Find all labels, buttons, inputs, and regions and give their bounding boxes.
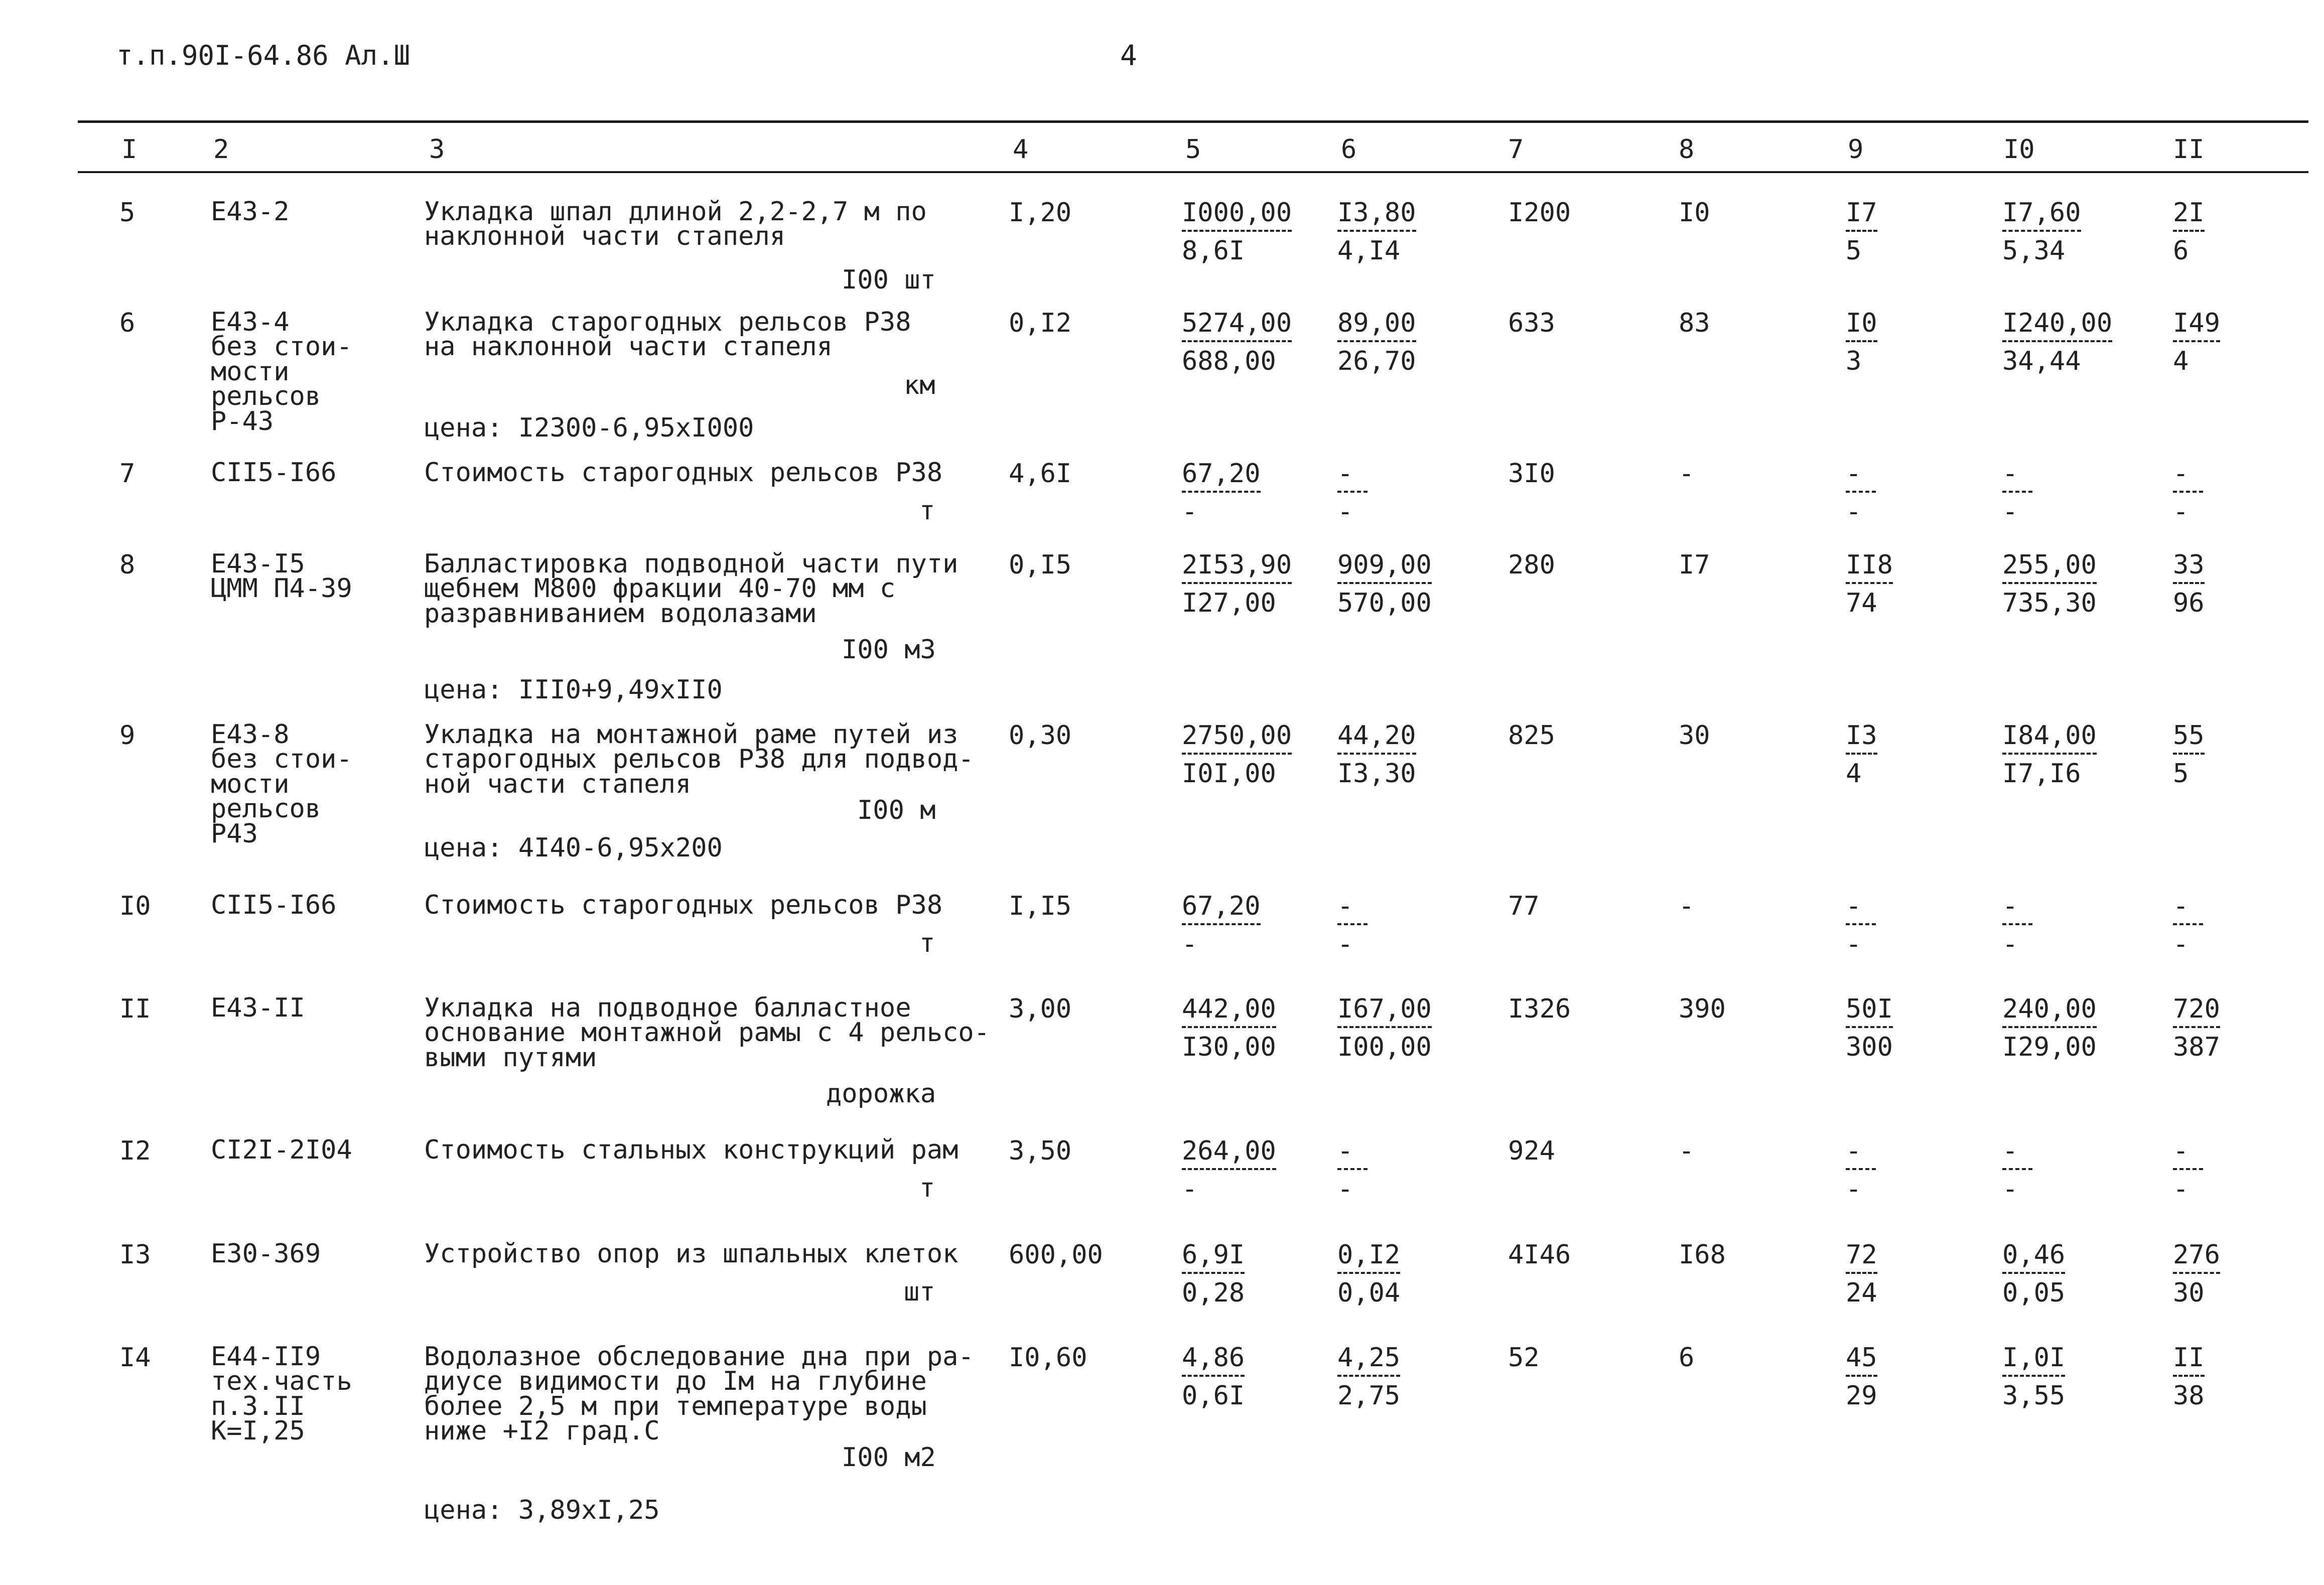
fraction-cell	[2173, 461, 2203, 525]
column-header: 4	[1013, 134, 1029, 165]
fraction-numerator: 442,00	[1182, 996, 1276, 1028]
fraction-numerator: -	[1337, 1138, 1368, 1170]
fraction-cell	[1337, 1138, 1368, 1202]
fraction-numerator: I7	[1846, 200, 1877, 232]
column-header: 5	[1185, 134, 1201, 165]
fraction-numerator: 2I53,90	[1182, 552, 1292, 584]
fraction-denominator: -	[1846, 929, 1862, 959]
fraction-denominator: 735,30	[2002, 588, 2097, 618]
work-description: Балластировка подводной части пути щебнем М800 фракции 40-70 мм с разравниванием водолазами	[424, 549, 959, 629]
column-header: 9	[1848, 134, 1864, 165]
cost-total: 77	[1508, 891, 1540, 921]
column-header: I	[121, 134, 138, 165]
fraction-cell	[1182, 310, 1292, 374]
fraction-numerator: 4,25	[1337, 1345, 1400, 1377]
fraction-numerator: 33	[2173, 552, 2205, 584]
fraction-denominator: 4	[1846, 759, 1862, 789]
fraction-numerator: -	[1846, 461, 1876, 493]
fraction-numerator: 6,9I	[1182, 1242, 1245, 1274]
header-bottom-rule	[78, 171, 2308, 173]
fraction-numerator: 255,00	[2002, 552, 2097, 584]
fraction-numerator: I67,00	[1337, 996, 1432, 1028]
fraction-cell	[1337, 1345, 1400, 1409]
fraction-cell	[1182, 461, 1261, 525]
fraction-denominator: 3,55	[2002, 1381, 2066, 1411]
fraction-cell	[2173, 1345, 2205, 1409]
fraction-numerator: I240,00	[2002, 310, 2112, 342]
fraction-denominator: 0,04	[1337, 1278, 1401, 1308]
fraction-cell	[2002, 723, 2097, 787]
fraction-numerator: 276	[2173, 1242, 2220, 1274]
fraction-denominator: 5	[1846, 236, 1862, 266]
rate-code: E43-II	[211, 993, 305, 1023]
fraction-denominator: 5,34	[2002, 236, 2066, 266]
fraction-cell	[1846, 1242, 1877, 1306]
work-description: Устройство опор из шпальных клеток	[424, 1239, 959, 1269]
row-number: 5	[119, 198, 135, 228]
fraction-denominator: 4,I4	[1337, 236, 1401, 266]
rate-code: E30-369	[211, 1239, 321, 1269]
fraction-cell	[1337, 552, 1432, 616]
fraction-denominator: I7,I6	[2002, 759, 2081, 789]
row-number: 8	[119, 550, 135, 580]
unit-of-measure: I00 м2	[842, 1443, 936, 1473]
labor-total: I7	[1679, 550, 1710, 580]
fraction-numerator: I,0I	[2002, 1345, 2065, 1377]
fraction-denominator: 29	[1846, 1381, 1877, 1411]
page-number: 4	[1120, 40, 1137, 72]
fraction-numerator: I3	[1846, 723, 1877, 755]
rate-code: CII5-I66	[211, 890, 337, 920]
cost-total: 4I46	[1508, 1240, 1571, 1270]
cost-total: I326	[1508, 994, 1571, 1024]
fraction-denominator: 24	[1846, 1278, 1877, 1308]
unit-of-measure: шт	[904, 1277, 935, 1307]
quantity: 0,I5	[1009, 550, 1072, 580]
fraction-denominator: -	[2173, 1174, 2189, 1204]
fraction-denominator: 38	[2173, 1381, 2205, 1411]
unit-of-measure: т	[919, 928, 935, 958]
cost-total: 924	[1508, 1136, 1555, 1166]
quantity: 0,30	[1009, 721, 1072, 751]
fraction-denominator: I27,00	[1182, 588, 1276, 618]
quantity: 3,00	[1009, 994, 1072, 1024]
row-number: I2	[119, 1136, 151, 1166]
fraction-numerator: II	[2173, 1345, 2205, 1377]
fraction-denominator: 5	[2173, 759, 2189, 789]
fraction-denominator: I29,00	[2002, 1032, 2097, 1062]
fraction-denominator: I3,30	[1337, 759, 1416, 789]
column-header: 2	[213, 134, 229, 165]
fraction-numerator: 264,00	[1182, 1138, 1276, 1170]
labor-total: -	[1679, 459, 1695, 489]
fraction-cell	[1846, 1345, 1877, 1409]
fraction-numerator: -	[2002, 461, 2032, 493]
fraction-cell	[1337, 310, 1416, 374]
fraction-numerator: -	[2002, 893, 2032, 925]
fraction-cell	[2173, 1138, 2203, 1202]
fraction-cell	[1182, 1138, 1276, 1202]
row-number: II	[119, 994, 151, 1024]
rate-code: CI2I-2I04	[211, 1135, 352, 1165]
fraction-denominator: 26,70	[1337, 346, 1416, 376]
quantity: I,I5	[1009, 891, 1072, 921]
fraction-cell	[2173, 723, 2205, 787]
row-number: I0	[119, 891, 151, 921]
work-description: Стоимость стальных конструкций рам	[424, 1135, 959, 1165]
fraction-numerator: 67,20	[1182, 893, 1261, 925]
unit-of-measure: т	[919, 496, 935, 526]
fraction-numerator: -	[1846, 893, 1876, 925]
fraction-denominator: -	[1337, 497, 1353, 527]
fraction-cell	[1846, 200, 1877, 264]
fraction-numerator: 44,20	[1337, 723, 1416, 755]
fraction-cell	[1337, 723, 1416, 787]
document-code: т.п.90I-64.86 Ал.Ш	[116, 40, 411, 71]
fraction-numerator: -	[2173, 461, 2203, 493]
fraction-cell	[2002, 996, 2097, 1060]
fraction-cell	[1182, 552, 1292, 616]
fraction-numerator: -	[1846, 1138, 1876, 1170]
fraction-cell	[1846, 310, 1877, 374]
column-header: 3	[429, 134, 445, 165]
price-formula: цена: 3,89xI,25	[424, 1495, 660, 1525]
fraction-denominator: 0,6I	[1182, 1381, 1245, 1411]
fraction-cell	[1182, 723, 1292, 787]
price-formula: цена: III0+9,49xII0	[424, 675, 723, 705]
fraction-numerator: I84,00	[2002, 723, 2097, 755]
fraction-cell	[1337, 461, 1368, 525]
work-description: Стоимость старогодных рельсов Р38	[424, 890, 943, 920]
fraction-denominator: -	[2002, 497, 2018, 527]
fraction-cell	[1846, 723, 1877, 787]
fraction-numerator: 0,46	[2002, 1242, 2065, 1274]
fraction-cell	[1182, 996, 1276, 1060]
fraction-denominator: 74	[1846, 588, 1877, 618]
fraction-denominator: -	[1337, 1174, 1353, 1204]
table-top-rule	[78, 120, 2308, 123]
fraction-denominator: 0,28	[1182, 1278, 1245, 1308]
column-header: I0	[2003, 134, 2035, 165]
fraction-numerator: I49	[2173, 310, 2220, 342]
cost-total: 3I0	[1508, 459, 1555, 489]
fraction-numerator: -	[1337, 893, 1368, 925]
work-description: Укладка старогодных рельсов Р38 на наклонной части стапеля	[424, 307, 911, 362]
fraction-cell	[2002, 310, 2112, 374]
fraction-numerator: II8	[1846, 552, 1893, 584]
unit-of-measure: т	[919, 1173, 935, 1203]
fraction-denominator: -	[2002, 929, 2018, 959]
fraction-cell	[2002, 461, 2032, 525]
fraction-denominator: 6	[2173, 236, 2189, 266]
fraction-cell	[2002, 893, 2032, 957]
fraction-denominator: 34,44	[2002, 346, 2081, 376]
fraction-cell	[2002, 200, 2081, 264]
price-formula: цена: I2300-6,95xI000	[424, 413, 754, 443]
fraction-numerator: I000,00	[1182, 200, 1292, 232]
labor-total: 30	[1679, 721, 1710, 751]
fraction-denominator: 3	[1846, 346, 1862, 376]
fraction-cell	[1337, 893, 1368, 957]
fraction-denominator: -	[2173, 497, 2189, 527]
unit-of-measure: I00 шт	[842, 265, 936, 295]
fraction-cell	[2002, 1138, 2032, 1202]
quantity: 600,00	[1009, 1240, 1103, 1270]
cost-total: I200	[1508, 198, 1571, 228]
labor-total: 6	[1679, 1343, 1695, 1373]
rate-code: E43-I5 ЦММ П4-39	[211, 549, 352, 604]
quantity: 4,6I	[1009, 459, 1072, 489]
work-description: Стоимость старогодных рельсов Р38	[424, 458, 943, 488]
fraction-numerator: 45	[1846, 1345, 1877, 1377]
fraction-denominator: -	[1846, 497, 1862, 527]
fraction-numerator: 4,86	[1182, 1345, 1245, 1377]
fraction-numerator: 50I	[1846, 996, 1893, 1028]
fraction-cell	[1846, 552, 1893, 616]
fraction-cell	[1846, 893, 1876, 957]
fraction-denominator: 570,00	[1337, 588, 1432, 618]
unit-of-measure: дорожка	[826, 1079, 936, 1109]
fraction-cell	[2002, 1242, 2065, 1306]
fraction-numerator: -	[2173, 1138, 2203, 1170]
fraction-denominator: -	[1337, 929, 1353, 959]
fraction-cell	[1337, 1242, 1400, 1306]
fraction-denominator: -	[1846, 1174, 1862, 1204]
row-number: 9	[119, 721, 135, 751]
column-header: 8	[1679, 134, 1695, 165]
work-description: Укладка на монтажной раме путей из старогодных рельсов Р38 для подвод- ной части стапеля	[424, 719, 974, 799]
fraction-denominator: 387	[2173, 1032, 2220, 1062]
fraction-cell	[1182, 200, 1292, 264]
labor-total: -	[1679, 1136, 1695, 1166]
fraction-numerator: -	[2002, 1138, 2032, 1170]
fraction-numerator: I0	[1846, 310, 1877, 342]
quantity: I0,60	[1009, 1343, 1087, 1373]
fraction-denominator: 96	[2173, 588, 2205, 618]
fraction-denominator: -	[1182, 497, 1198, 527]
fraction-denominator: 688,00	[1182, 346, 1276, 376]
unit-of-measure: I00 м3	[842, 635, 936, 665]
fraction-denominator: 300	[1846, 1032, 1893, 1062]
fraction-cell	[1846, 996, 1893, 1060]
row-number: 7	[119, 459, 135, 489]
fraction-denominator: -	[2173, 929, 2189, 959]
fraction-denominator: I30,00	[1182, 1032, 1276, 1062]
fraction-numerator: 0,I2	[1337, 1242, 1400, 1274]
cost-total: 280	[1508, 550, 1555, 580]
fraction-denominator: -	[1182, 1174, 1198, 1204]
column-header: 7	[1508, 134, 1524, 165]
quantity: I,20	[1009, 198, 1072, 228]
fraction-cell	[2173, 310, 2220, 374]
fraction-cell	[1337, 996, 1432, 1060]
fraction-numerator: 240,00	[2002, 996, 2097, 1028]
labor-total: I68	[1679, 1240, 1726, 1270]
price-formula: цена: 4I40-6,95x200	[424, 833, 723, 863]
fraction-denominator: I00,00	[1337, 1032, 1432, 1062]
fraction-denominator: 30	[2173, 1278, 2205, 1308]
rate-code: E44-II9 тех.часть п.3.II K=I,25	[211, 1342, 352, 1447]
work-description: Укладка на подводное балластное основание монтажной рамы с 4 рельсо- выми путями	[424, 993, 990, 1073]
fraction-numerator: 909,00	[1337, 552, 1432, 584]
fraction-numerator: 72	[1846, 1242, 1877, 1274]
column-header: II	[2173, 134, 2205, 165]
fraction-numerator: -	[1337, 461, 1368, 493]
work-description: Водолазное обследование дна при ра- диусе видимости до Iм на глубине более 2,5 м при температуре воды ниже +I2 град.С	[424, 1342, 974, 1447]
fraction-numerator: -	[2173, 893, 2203, 925]
work-description: Укладка шпал длиной 2,2-2,7 м по наклонной части стапеля	[424, 197, 927, 252]
row-number: 6	[119, 308, 135, 338]
quantity: 3,50	[1009, 1136, 1072, 1166]
fraction-cell	[1846, 1138, 1876, 1202]
unit-of-measure: I00 м	[857, 795, 936, 825]
fraction-numerator: 67,20	[1182, 461, 1261, 493]
column-header: 6	[1341, 134, 1357, 165]
row-number: I3	[119, 1240, 151, 1270]
labor-total: 390	[1679, 994, 1726, 1024]
fraction-cell	[2173, 552, 2205, 616]
fraction-denominator: -	[1182, 929, 1198, 959]
fraction-numerator: I7,60	[2002, 200, 2081, 232]
cost-total: 825	[1508, 721, 1555, 751]
rate-code: CII5-I66	[211, 458, 337, 488]
fraction-cell	[1337, 200, 1416, 264]
quantity: 0,I2	[1009, 308, 1072, 338]
fraction-denominator: 8,6I	[1182, 236, 1245, 266]
fraction-numerator: 2I	[2173, 200, 2205, 232]
fraction-cell	[1182, 893, 1261, 957]
cost-total: 633	[1508, 308, 1555, 338]
fraction-numerator: 2750,00	[1182, 723, 1292, 755]
fraction-cell	[2173, 996, 2220, 1060]
fraction-numerator: I3,80	[1337, 200, 1416, 232]
labor-total: -	[1679, 891, 1695, 921]
fraction-denominator: 2,75	[1337, 1381, 1401, 1411]
fraction-cell	[2173, 893, 2203, 957]
row-number: I4	[119, 1343, 151, 1373]
fraction-numerator: 720	[2173, 996, 2220, 1028]
fraction-denominator: I0I,00	[1182, 759, 1276, 789]
cost-total: 52	[1508, 1343, 1540, 1373]
fraction-numerator: 55	[2173, 723, 2205, 755]
fraction-cell	[2173, 200, 2205, 264]
fraction-cell	[2173, 1242, 2220, 1306]
fraction-cell	[2002, 552, 2097, 616]
fraction-cell	[1846, 461, 1876, 525]
fraction-cell	[2002, 1345, 2065, 1409]
labor-total: I0	[1679, 198, 1710, 228]
rate-code: E43-8 без стои- мости рельсов Р43	[211, 719, 352, 849]
fraction-denominator: -	[2002, 1174, 2018, 1204]
rate-code: E43-2	[211, 197, 290, 227]
fraction-denominator: 4	[2173, 346, 2189, 376]
fraction-numerator: 89,00	[1337, 310, 1416, 342]
rate-code: E43-4 без стои- мости рельсов Р-43	[211, 307, 352, 437]
fraction-cell	[1182, 1345, 1245, 1409]
fraction-numerator: 5274,00	[1182, 310, 1292, 342]
labor-total: 83	[1679, 308, 1710, 338]
unit-of-measure: км	[904, 370, 935, 400]
fraction-denominator: 0,05	[2002, 1278, 2066, 1308]
fraction-cell	[1182, 1242, 1245, 1306]
